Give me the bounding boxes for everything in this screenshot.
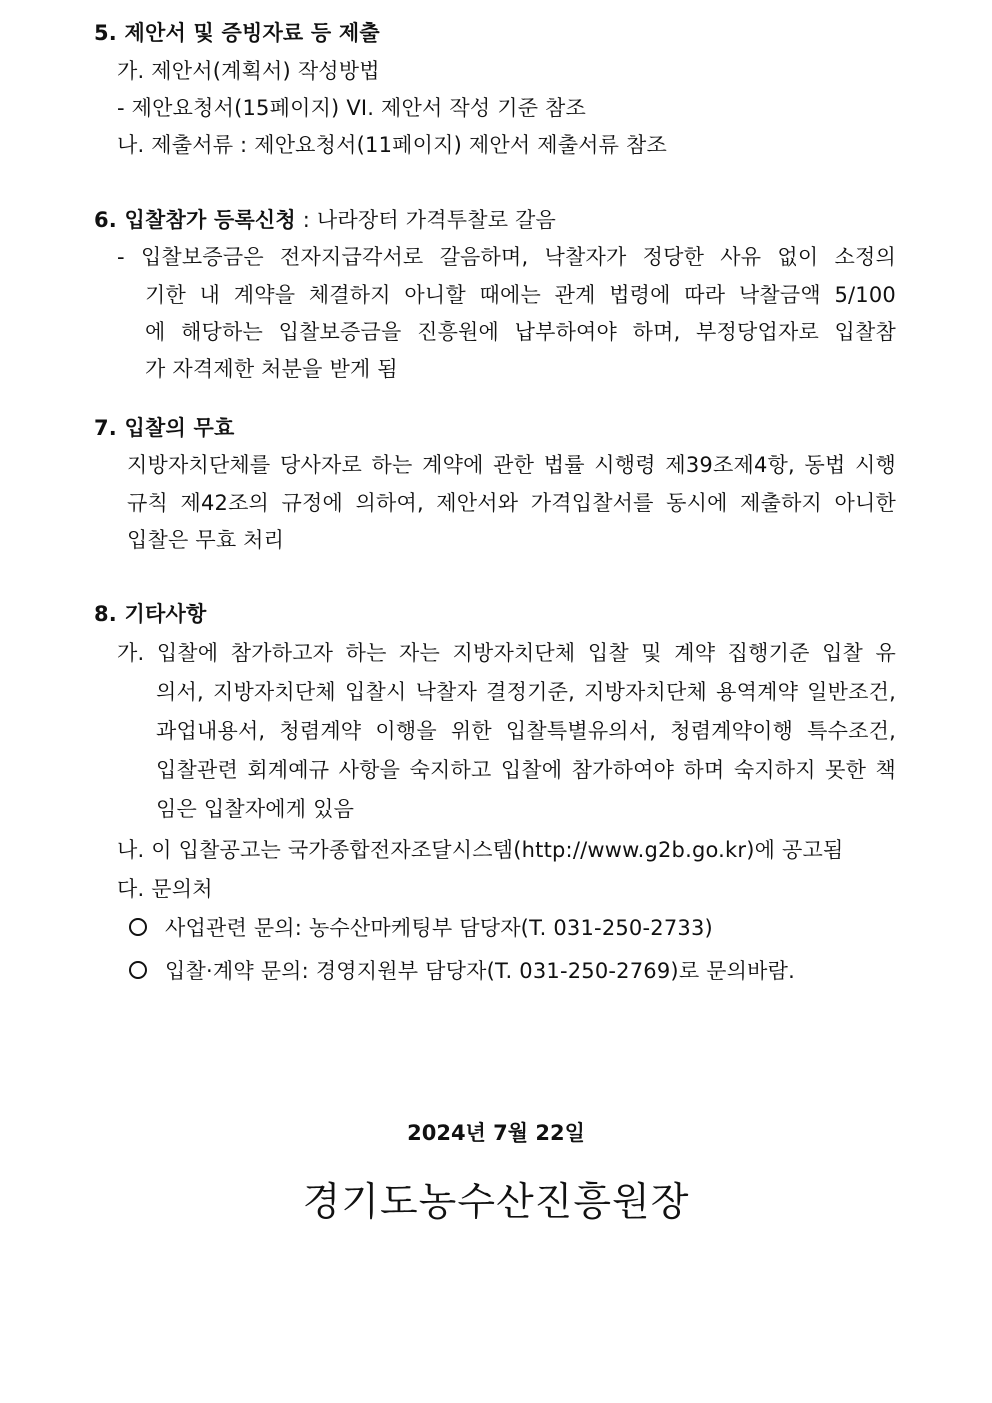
section-6-heading-line — [94, 205, 556, 235]
circle-bullet-icon — [129, 961, 147, 979]
issuer-signature: 경기도농수산진흥원장 — [302, 1180, 690, 1225]
circle-bullet-icon — [129, 918, 147, 936]
section-7-line-1: 지방자치단체를 당사자로 하는 계약에 관한 법률 시행령 제39조제4항, 동법 시행 — [127, 453, 896, 477]
section-6-line-1: - 입찰보증금은 전자지급각서로 갈음하며, 낙찰자가 정당한 사유 없이 소정의 — [117, 245, 896, 269]
section-6-heading-suffix: : 나라장터 가격투찰로 갈음 — [295, 208, 557, 232]
section-7-line-3: 입찰은 무효 처리 — [127, 528, 285, 552]
section-5-item-na: 나. 제출서류 : 제안요청서(11페이지) 제안서 제출서류 참조 — [117, 133, 667, 157]
section-5-item-ga: 가. 제안서(계획서) 작성방법 — [117, 59, 380, 83]
section-8-item-ga-line-2: 의서, 지방자치단체 입찰시 낙찰자 결정기준, 지방자치단체 용역계약 일반조건, — [156, 680, 896, 704]
section-6-line-4: 가 자격제한 처분을 받게 됨 — [145, 357, 398, 381]
section-8-item-ga-line-3: 과업내용서, 청렴계약 이행을 위한 입찰특별유의서, 청렴계약이행 특수조건, — [156, 719, 896, 743]
section-8-item-ga-line-4: 입찰관련 회계예규 사항을 숙지하고 입찰에 참가하여야 하며 숙지하지 못한 책 — [156, 758, 896, 782]
contact-business-text: 사업관련 문의: 농수산마케팅부 담당자(T. 031-250-2733) — [165, 916, 713, 940]
contact-bidding-text: 입찰·계약 문의: 경영지원부 담당자(T. 031-250-2769)로 문의바람. — [165, 959, 795, 983]
section-6-line-3: 에 해당하는 입찰보증금을 진흥원에 납부하여야 하며, 부정당업자로 입찰참 — [145, 320, 896, 344]
section-7-line-2: 규칙 제42조의 규정에 의하여, 제안서와 가격입찰서를 동시에 제출하지 아니한 — [127, 491, 896, 515]
section-8-item-ga-line-1: 가. 입찰에 참가하고자 하는 자는 지방자치단체 입찰 및 계약 집행기준 입찰 유 — [117, 641, 896, 665]
section-7-heading: 7. 입찰의 무효 — [94, 416, 235, 440]
section-5-heading: 5. 제안서 및 증빙자료 등 제출 — [94, 21, 380, 45]
contact-bidding — [129, 956, 795, 986]
section-6-heading: 6. 입찰참가 등록신청 — [94, 208, 296, 232]
section-8-item-na: 나. 이 입찰공고는 국가종합전자조달시스템(http://www.g2b.go.kr)에 공고됨 — [117, 838, 844, 862]
section-8-heading: 8. 기타사항 — [94, 602, 207, 626]
contact-business — [129, 913, 713, 943]
announcement-date: 2024년 7월 22일 — [407, 1121, 585, 1145]
section-8-item-ga-line-5: 임은 입찰자에게 있음 — [156, 797, 355, 821]
section-5-item-ga-sub: - 제안요청서(15페이지) VI. 제안서 작성 기준 참조 — [117, 96, 587, 120]
section-8-item-da: 다. 문의처 — [117, 877, 213, 901]
section-6-line-2: 기한 내 계약을 체결하지 아니할 때에는 관계 법령에 따라 낙찰금액 5/100 — [145, 283, 896, 307]
